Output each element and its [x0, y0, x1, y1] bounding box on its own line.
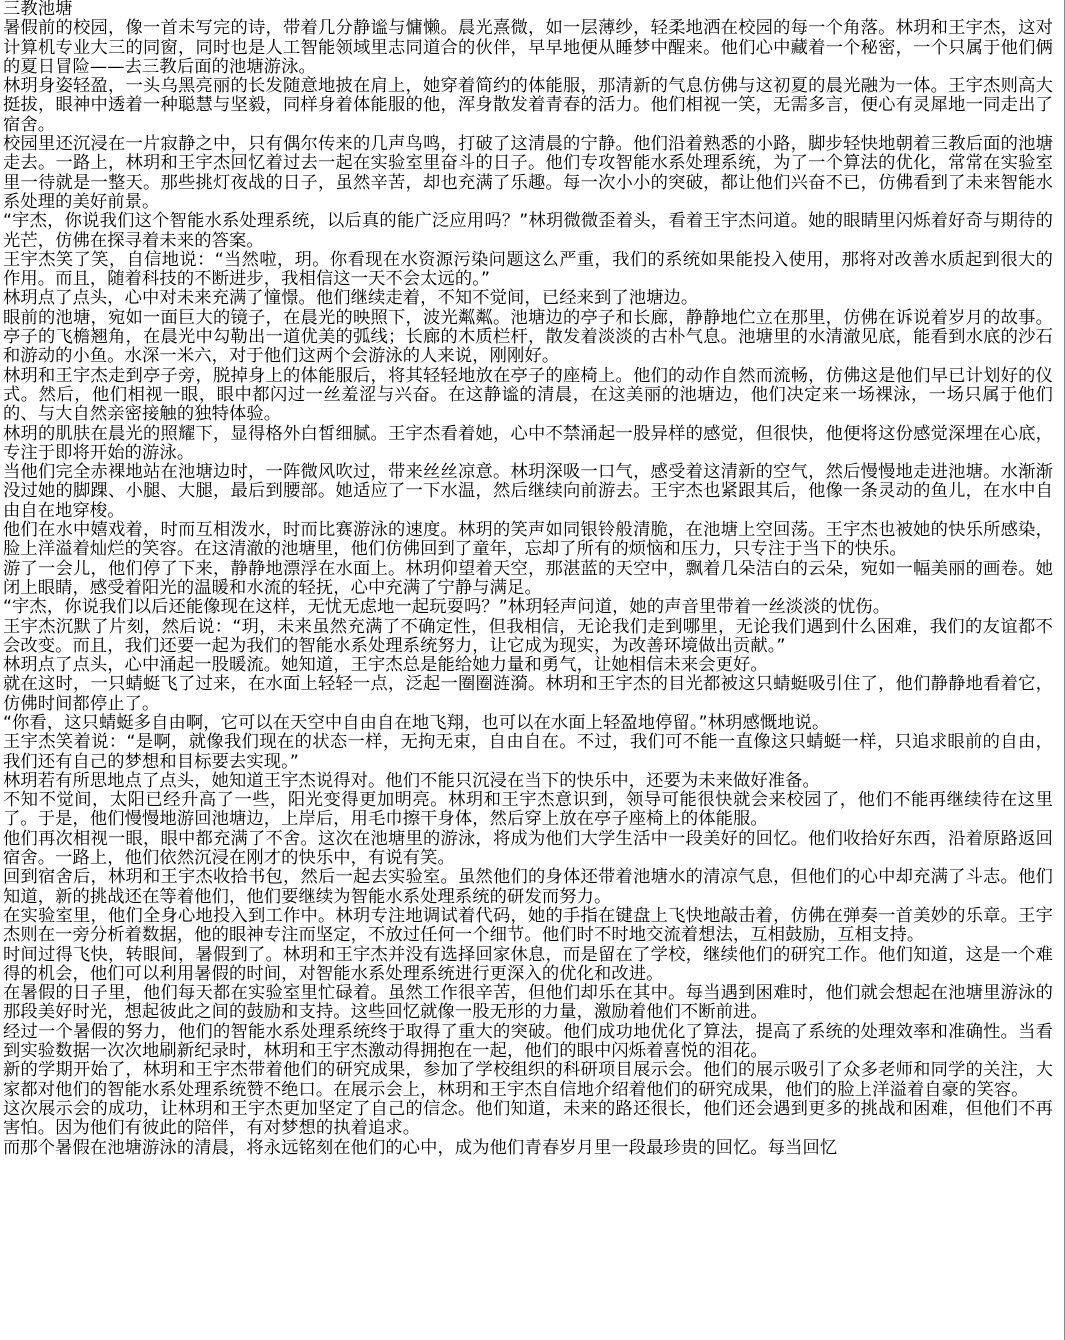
- paragraph: 林玥点了点头，心中涌起一股暖流。她知道，王宇杰总是能给她力量和勇气，让她相信未来会更好。: [3, 655, 768, 676]
- document-title: 三教池塘: [3, 0, 73, 19]
- paragraph: 暑假前的校园，像一首未写完的诗，带着几分静谧与慵懒。晨光熹微，如一层薄纱，轻柔地洒在校园的每一个角落。林玥和王宇杰，这对计算机专业大三的同窗，同时也是人工智能领域里志同道合的伙伴，早早地便从睡梦中醒来。他们心中藏着一个秘密，一个只属于他们俩的夏日冒险——去三教后面的池塘游泳。: [3, 18, 1053, 77]
- paragraph: 时间过得飞快，转眼间，暑假到了。林玥和王宇杰并没有选择回家休息，而是留在了学校，继续他们的研究工作。他们知道，这是一个难得的机会，他们可以利用暑假的时间，对智能水系处理系统进行更深入的优化和改进。: [3, 944, 1053, 984]
- paragraph: 林玥的肌肤在晨光的照耀下，显得格外白皙细腻。王宇杰看着她，心中不禁涌起一股异样的感觉，但很快，他便将这份感觉深埋在心底，专注于即将开始的游泳。: [3, 423, 1053, 463]
- paragraph: 林玥若有所思地点了点头，她知道王宇杰说得对。他们不能只沉浸在当下的快乐中，还要为未来做好准备。: [3, 770, 820, 791]
- paragraph: 经过一个暑假的努力，他们的智能水系处理系统终于取得了重大的突破。他们成功地优化了算法，提高了系统的处理效率和准确性。当看到实验数据一次次地刷新纪录时，林玥和王宇杰激动得拥抱在一起，他们的眼中闪烁着喜悦的泪花。: [3, 1021, 1053, 1062]
- paragraph-list: [3, 19, 1053, 1158]
- paragraph: “你看，这只蜻蜓多自由啊，它可以在天空中自由自在地飞翔，也可以在水面上轻盈地停留。”林玥感慨地说。: [3, 712, 830, 733]
- paragraph: “宇杰，你说我们以后还能像现在这样，无忧无虑地一起玩耍吗？”林玥轻声问道，她的声音里带着一丝淡淡的忧伤。: [3, 597, 891, 618]
- paragraph: 游了一会儿，他们停了下来，静静地漂浮在水面上。林玥仰望着天空，那湛蓝的天空中，飘着几朵洁白的云朵，宛如一幅美丽的画卷。她闭上眼睛，感受着阳光的温暖和水流的轻抚，心中充满了宁静与满足。: [3, 558, 1053, 598]
- paragraph: 校园里还沉浸在一片寂静之中，只有偶尔传来的几声鸟鸣，打破了这清晨的宁静。他们沿着熟悉的小路，脚步轻快地朝着三教后面的池塘走去。一路上，林玥和王宇杰回忆着过去一起在实验室里奋斗的日子。他们专攻智能水系处理系统，为了一个算法的优化，常常在实验室里一待就是一整天。那些挑灯夜战的日子，虽然辛苦，却也充满了乐趣。每一次小小的突破，都让他们兴奋不已，仿佛看到了未来智能水系处理的美好前景。: [3, 134, 1053, 212]
- paragraph: 新的学期开始了，林玥和王宇杰带着他们的研究成果，参加了学校组织的科研项目展示会。他们的展示吸引了众多老师和同学的关注，大家都对他们的智能水系处理系统赞不绝口。在展示会上，林玥和王宇杰自信地介绍着他们的研究成果，他们的脸上洋溢着自豪的笑容。: [3, 1060, 1053, 1100]
- paragraph: 王宇杰沉默了片刻，然后说：“玥，未来虽然充满了不确定性，但我相信，无论我们走到哪里，无论我们遇到什么困难，我们的友谊都不会改变。而且，我们还要一起为我们的智能水系处理系统努力，让它成为现实，为改善环境做出贡献。”: [3, 616, 1053, 656]
- paragraph: 他们再次相视一眼，眼中都充满了不舍。这次在池塘里的游泳，将成为他们大学生活中一段美好的回忆。他们收拾好东西，沿着原路返回宿舍。一路上，他们依然沉浸在刚才的快乐中，有说有笑。: [3, 828, 1053, 869]
- paragraph: 林玥和王宇杰走到亭子旁，脱掉身上的体能服后，将其轻轻地放在亭子的座椅上。他们的动作自然而流畅，仿佛这是他们早已计划好的仪式。然后，他们相视一眼，眼中都闪过一丝羞涩与兴奋。在这静谧的清晨，在这美丽的池塘边，他们决定来一场裸泳，一场只属于他们的、与大自然亲密接触的独特体验。: [3, 365, 1053, 425]
- paragraph: 林玥点了点头，心中对未来充满了憧憬。他们继续走着，不知不觉间，已经来到了池塘边。: [3, 288, 699, 309]
- document-body: [3, 0, 1053, 1158]
- paragraph: 这次展示会的成功，让林玥和王宇杰更加坚定了自己的信念。他们知道，未来的路还很长，他们还会遇到更多的挑战和困难，但他们不再害怕。因为他们有彼此的陪伴，有对梦想的执着追求。: [3, 1098, 1053, 1139]
- paragraph: 不知不觉间，太阳已经升高了一些，阳光变得更加明亮。林玥和王宇杰意识到，领导可能很快就会来校园了，他们不能再继续待在这里了。于是，他们慢慢地游回池塘边，上岸后，用毛巾擦干身体，然后穿上放在亭子座椅上的体能服。: [3, 790, 1053, 830]
- paragraph: “宇杰，你说我们这个智能水系处理系统，以后真的能广泛应用吗？”林玥微微歪着头，看着王宇杰问道。她的眼睛里闪烁着好奇与期待的光芒，仿佛在探寻着未来的答案。: [3, 211, 1053, 251]
- paragraph: 王宇杰笑了笑，自信地说：“当然啦，玥。你看现在水资源污染问题这么严重，我们的系统如果能投入使用，那将对改善水质起到很大的作用。而且，随着科技的不断进步，我相信这一天不会太远的。”: [3, 249, 1053, 290]
- paragraph: 林玥身姿轻盈，一头乌黑亮丽的长发随意地披在肩上，她穿着简约的体能服，那清新的气息仿佛与这初夏的晨光融为一体。王宇杰则高大挺拔，眼神中透着一种聪慧与坚毅，同样身着体能服的他，浑身散发着青春的活力。他们相视一笑，无需多言，便心有灵犀地一同走出了宿舍。: [3, 76, 1053, 135]
- paragraph: 而那个暑假在池塘游泳的清晨，将永远铭刻在他们的心中，成为他们青春岁月里一段最珍贵的回忆。每当回忆: [3, 1137, 838, 1158]
- paragraph: 在实验室里，他们全身心地投入到工作中。林玥专注地调试着代码，她的手指在键盘上飞快地敲击着，仿佛在弹奏一首美妙的乐章。王宇杰则在一旁分析着数据，他的眼神专注而坚定，不放过任何一个细节。他们时不时地交流着想法，互相鼓励，互相支持。: [3, 905, 1053, 946]
- paragraph: 回到宿舍后，林玥和王宇杰收拾书包，然后一起去实验室。虽然他们的身体还带着池塘水的清凉气息，但他们的心中却充满了斗志。他们知道，新的挑战还在等着他们，他们要继续为智能水系处理系统的研发而努力。: [3, 867, 1053, 907]
- paragraph: 他们在水中嬉戏着，时而互相泼水，时而比赛游泳的速度。林玥的笑声如同银铃般清脆，在池塘上空回荡。王宇杰也被她的快乐所感染，脸上洋溢着灿烂的笑容。在这清澈的池塘里，他们仿佛回到了童年，忘却了所有的烦恼和压力，只专注于当下的快乐。: [3, 520, 1053, 560]
- paragraph: 当他们完全赤裸地站在池塘边时，一阵微风吹过，带来丝丝凉意。林玥深吸一口气，感受着这清新的空气，然后慢慢地走进池塘。水渐渐没过她的脚踝、小腿、大腿，最后到腰部。她适应了一下水温，然后继续向前游去。王宇杰也紧跟其后，他像一条灵动的鱼儿，在水中自由自在地穿梭。: [3, 462, 1053, 521]
- paragraph: 就在这时，一只蜻蜓飞了过来，在水面上轻轻一点，泛起一圈圈涟漪。林玥和王宇杰的目光都被这只蜻蜓吸引住了，他们静静地看着它，仿佛时间都停止了。: [3, 674, 1053, 714]
- paragraph: 王宇杰笑着说：“是啊，就像我们现在的状态一样，无拘无束，自由自在。不过，我们可不能一直像这只蜻蜓一样，只追求眼前的自由，我们还有自己的梦想和目标要去实现。”: [3, 732, 1053, 772]
- paragraph: 在暑假的日子里，他们每天都在实验室里忙碌着。虽然工作很辛苦，但他们却乐在其中。每当遇到困难时，他们就会想起在池塘里游泳的那段美好时光，想起彼此之间的鼓励和支持。这些回忆就像一股无形的力量，激励着他们不断前进。: [3, 983, 1053, 1023]
- paragraph: 眼前的池塘，宛如一面巨大的镜子，在晨光的映照下，波光粼粼。池塘边的亭子和长廊，静静地伫立在那里，仿佛在诉说着岁月的故事。亭子的飞檐翘角，在晨光中勾勒出一道优美的弧线；长廊的木质栏杆，散发着淡淡的古朴气息。池塘里的水清澈见底，能看到水底的沙石和游动的小鱼。水深一米六，对于他们这两个会游泳的人来说，刚刚好。: [3, 307, 1053, 367]
